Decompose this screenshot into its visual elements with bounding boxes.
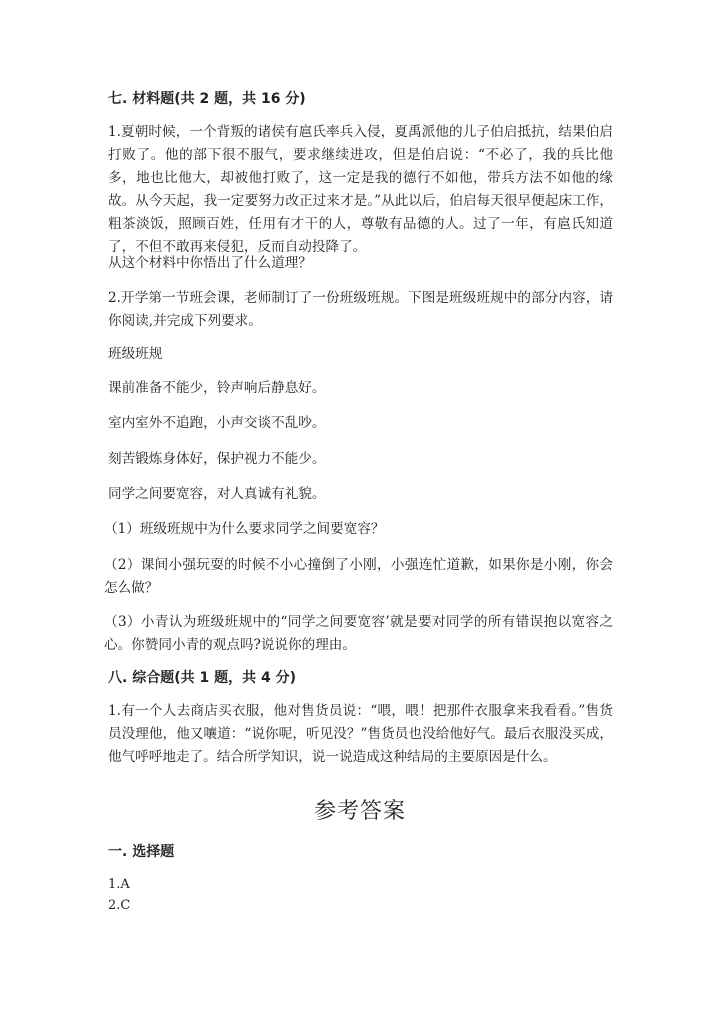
answer-item: 1.A [108,877,130,892]
section-7-title: 七. 材料题(共 2 题，共 16 分) [108,91,306,107]
sub-question-1: （1）班级班规中为什么要求同学之间要宽容？ [104,521,385,537]
rule-item: 刻苦锻炼身体好，保护视力不能少。 [108,451,326,467]
section-7-q1-question: 从这个材料中你悟出了什么道理？ [108,255,312,271]
answer-item: 2.C [108,898,131,913]
rule-item: 课前准备不能少，铃声响后静息好。 [108,380,326,396]
section-7-q2-text: 2.开学第一节班会课，老师制订了一份班级班规。下图是班级班规中的部分内容，请你阅读,并完成下列要求。 [108,290,613,329]
answer-section-1-title: 一. 选择题 [108,844,175,860]
rule-item: 同学之间要宽容，对人真诚有礼貌。 [108,486,326,502]
answer-key-title: 参考答案 [313,799,406,824]
sub-question-2: （2）课间小强玩耍的时候不小心撞倒了小刚，小强连忙道歉，如果你是小刚，你会怎么做？ [104,557,613,596]
section-8-q1-text: 1.有一个人去商店买衣服，他对售货员说：“喂，喂！把那件衣服拿来我看看。”售货员没理他，他又嚷道：“说你呢，听见没？”售货员也没给他好气。最后衣服没买成，他气呼呼地走了。结合所学知识，说一说造成这种结局的主要原因是什么。 [108,703,613,765]
section-8-title: 八. 综合题(共 1 题，共 4 分) [108,670,296,686]
rules-title: 班级班规 [108,346,163,362]
rule-item: 室内室外不追跑，小声交谈不乱吵。 [108,415,326,431]
sub-question-3: （3）小青认为班级班规中的“同学之间要宽容’就是要对同学的所有错误抱以宽容之心。你赞同小青的观点吗?说说你的理由。 [104,614,613,653]
section-7-q1-text: 1.夏朝时候，一个背叛的诸侯有扈氏率兵入侵，夏禹派他的儿子伯启抵抗，结果伯启打败了。他的部下很不服气，要求继续进攻，但是伯启说：“不必了，我的兵比他多，地也比他大，却被他打败了，这一定是我的德行不如他，带兵方法不如他的缘故。从今天起，我一定要努力改正过来才是。”从此以后，伯启每天很早便起床工作，粗茶淡饭，照顾百姓，任用有才干的人，尊敬有品德的人。过了一年，有扈氏知道了，不但不敢再来侵犯，反而自动投降了。 [108,124,613,255]
